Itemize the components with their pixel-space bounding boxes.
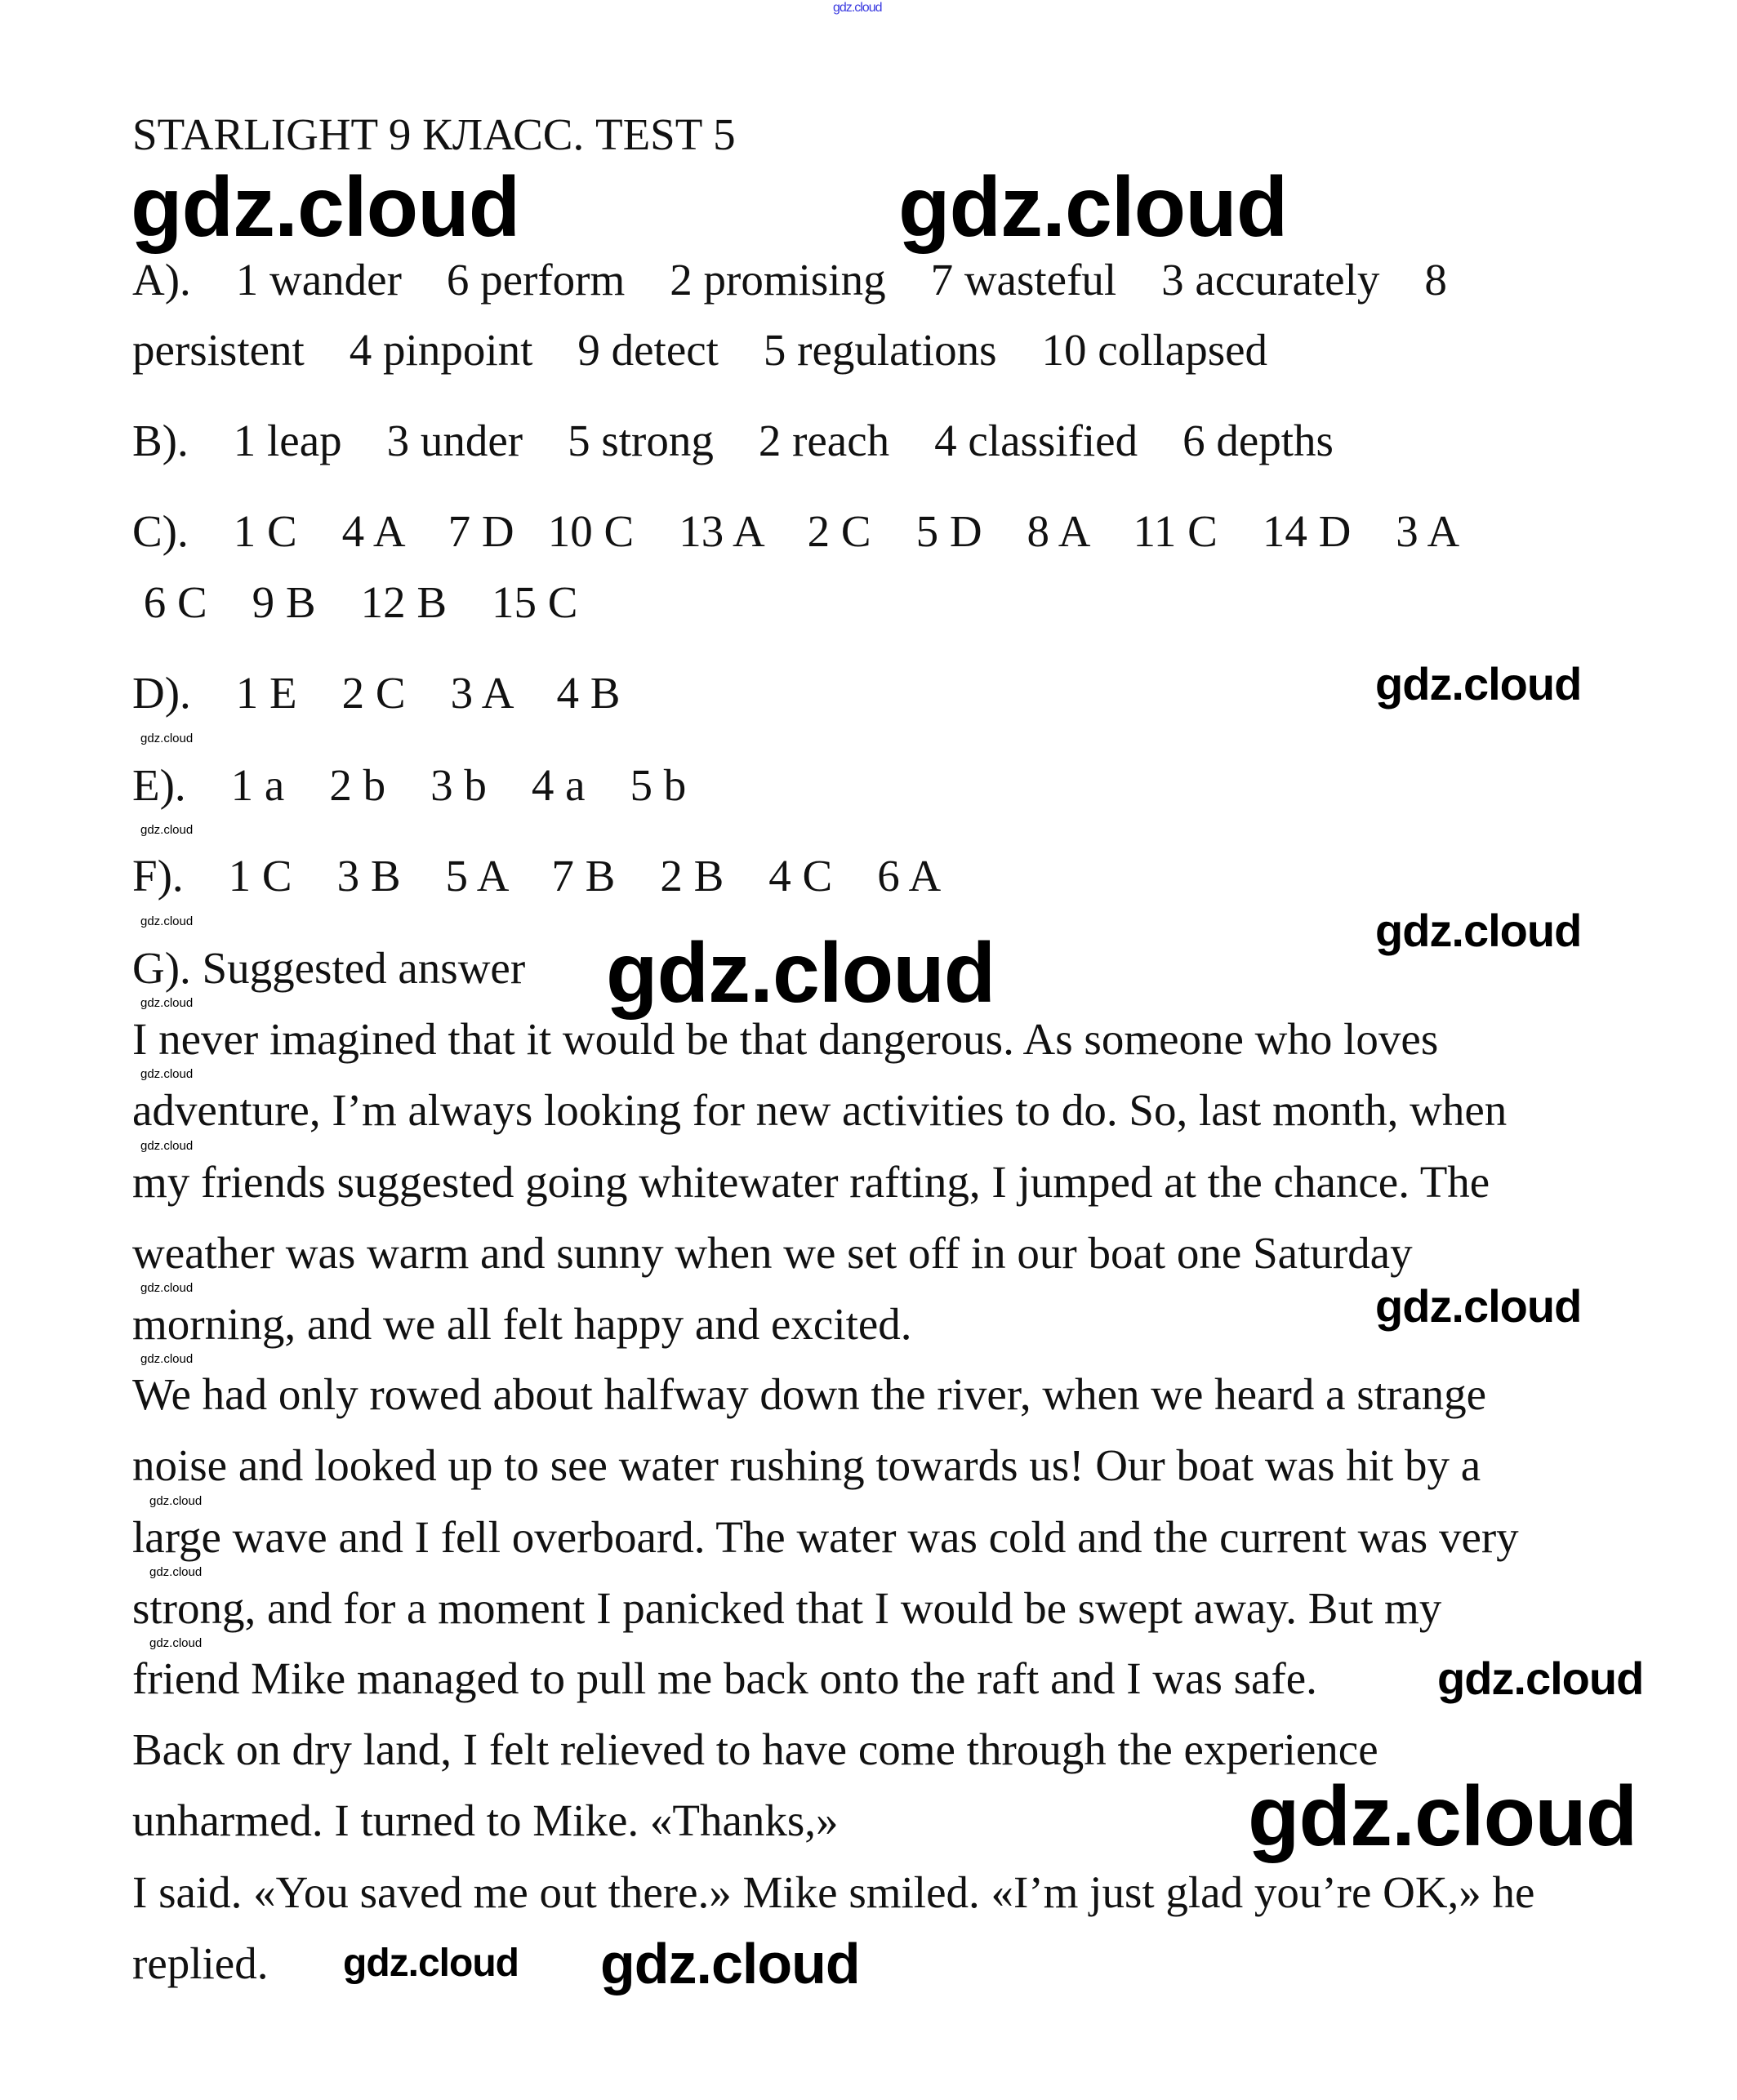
essay-line: I said. «You saved me out there.» Mike smiled. «I’m just glad you’re OK,» he bbox=[132, 1867, 1535, 1917]
watermark: gdz.cloud bbox=[606, 926, 995, 1021]
watermark: gdz.cloud bbox=[600, 1932, 860, 1995]
answers-c-line-2: 6 C 9 B 12 B 15 C bbox=[132, 577, 578, 627]
essay-line: my friends suggested going whitewater rafting, I jumped at the chance. The bbox=[132, 1157, 1490, 1207]
essay-line: I never imagined that it would be that dangerous. As someone who loves bbox=[132, 1014, 1439, 1064]
watermark: gdz.cloud bbox=[131, 160, 520, 255]
essay-line: morning, and we all felt happy and excited. bbox=[132, 1299, 912, 1349]
essay-line: unharmed. I turned to Mike. «Thanks,» bbox=[132, 1795, 839, 1845]
watermark: gdz.cloud bbox=[140, 732, 194, 745]
top-watermark: gdz.cloud bbox=[833, 1, 882, 15]
watermark: gdz.cloud bbox=[343, 1942, 519, 1985]
watermark: gdz.cloud bbox=[898, 160, 1288, 255]
watermark: gdz.cloud bbox=[1437, 1653, 1644, 1704]
answers-d: D). 1 E 2 C 3 A 4 B bbox=[132, 668, 621, 718]
watermark: gdz.cloud bbox=[140, 1067, 194, 1081]
watermark: gdz.cloud bbox=[140, 996, 194, 1010]
watermark: gdz.cloud bbox=[140, 1352, 194, 1366]
watermark: gdz.cloud bbox=[140, 1281, 194, 1295]
answers-f: F). 1 C 3 B 5 A 7 B 2 B 4 C 6 A bbox=[132, 851, 942, 901]
essay-line: replied. bbox=[132, 1938, 269, 1988]
watermark: gdz.cloud bbox=[1375, 658, 1582, 710]
watermark: gdz.cloud bbox=[140, 914, 194, 928]
watermark: gdz.cloud bbox=[1375, 1280, 1582, 1332]
essay-line: friend Mike managed to pull me back onto the raft and I was safe. bbox=[132, 1653, 1317, 1703]
essay-line: large wave and I fell overboard. The water was cold and the current was very bbox=[132, 1512, 1519, 1562]
answers-e: E). 1 a 2 b 3 b 4 a 5 b bbox=[132, 760, 687, 810]
watermark: gdz.cloud bbox=[140, 1139, 194, 1153]
answers-b: B). 1 leap 3 under 5 strong 2 reach 4 classified 6 depths bbox=[132, 416, 1334, 465]
essay-line: adventure, I’m always looking for new activities to do. So, last month, when bbox=[132, 1085, 1508, 1135]
watermark: gdz.cloud bbox=[149, 1494, 203, 1508]
essay-line: strong, and for a moment I panicked that I would be swept away. But my bbox=[132, 1583, 1442, 1633]
answers-a-line-2: persistent 4 pinpoint 9 detect 5 regulations 10 collapsed bbox=[132, 325, 1268, 375]
answers-g-heading: G). Suggested answer bbox=[132, 943, 526, 993]
watermark: gdz.cloud bbox=[1248, 1769, 1637, 1864]
watermark: gdz.cloud bbox=[149, 1565, 203, 1579]
watermark: gdz.cloud bbox=[1375, 905, 1582, 956]
watermark: gdz.cloud bbox=[149, 1636, 203, 1650]
answers-c-line-1: C). 1 C 4 A 7 D 10 C 13 A 2 C 5 D 8 A 11 C 14 D 3 A bbox=[132, 506, 1460, 556]
page-title: STARLIGHT 9 КЛАСС. TEST 5 bbox=[132, 109, 736, 159]
watermark: gdz.cloud bbox=[140, 823, 194, 837]
essay-line: noise and looked up to see water rushing towards us! Our boat was hit by a bbox=[132, 1440, 1481, 1490]
essay-line: We had only rowed about halfway down the river, when we heard a strange bbox=[132, 1369, 1487, 1419]
answers-a-line-1: A). 1 wander 6 perform 2 promising 7 wasteful 3 accurately 8 bbox=[132, 255, 1447, 305]
essay-line: weather was warm and sunny when we set off in our boat one Saturday bbox=[132, 1228, 1413, 1278]
essay-line: Back on dry land, I felt relieved to have come through the experience bbox=[132, 1724, 1378, 1774]
